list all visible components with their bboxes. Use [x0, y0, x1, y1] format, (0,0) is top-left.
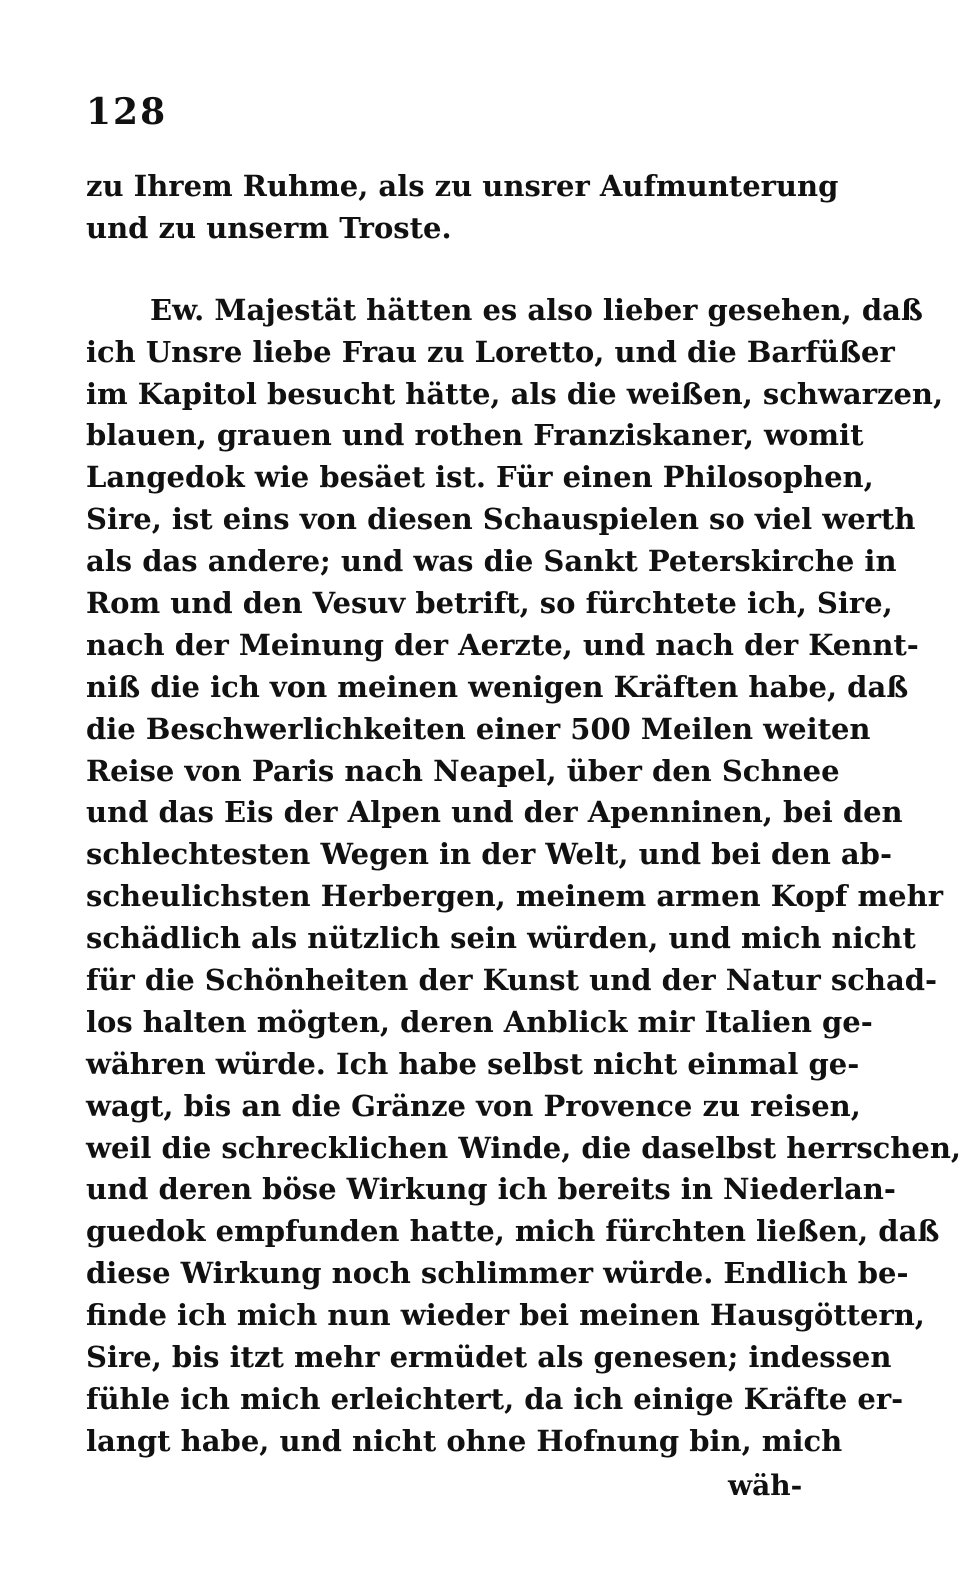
text-line: blauen, grauen und rothen Franziskaner, womit	[86, 418, 864, 453]
paragraph-gap	[86, 250, 811, 290]
text-line: Sire, ist eins von diesen Schauspielen so viel werth	[86, 502, 916, 537]
text-line: die Beschwerlichkeiten einer 500 Meilen weiten	[86, 711, 871, 746]
text-line: Sire, bis itzt mehr ermüdet als genesen; indessen	[86, 1340, 892, 1375]
text-line: guedok empfunden hatte, mich fürchten ließen, daß	[86, 1214, 940, 1249]
text-line: langt habe, und nicht ohne Hofnung bin, mich	[86, 1423, 843, 1458]
text-line: und deren böse Wirkung ich bereits in Niederlan-	[86, 1172, 896, 1207]
text-line: schädlich als nützlich sein würden, und mich nicht	[86, 921, 916, 956]
text-line: Rom und den Vesuv betrift, so fürchtete ich, Sire,	[86, 586, 893, 621]
text-line: zu Ihrem Ruhme, als zu unsrer Aufmunterung	[86, 169, 839, 203]
text-line: los halten mögten, deren Anblick mir Italien ge-	[86, 1004, 873, 1039]
text-line: Langedok wie besäet ist. Für einen Philosophen,	[86, 460, 874, 495]
body-text	[86, 166, 961, 1463]
text-line: niß die ich von meinen wenigen Kräften habe, daß	[86, 669, 909, 704]
text-line: wagt, bis an die Gränze von Provence zu reisen,	[86, 1088, 861, 1123]
text-line: als das andere; und was die Sankt Peterskirche in	[86, 544, 897, 579]
catchword: wäh-	[728, 1469, 803, 1502]
text-line: ich Unsre liebe Frau zu Loretto, und die Barfüßer	[86, 334, 895, 369]
text-line: währen würde. Ich habe selbst nicht einmal ge-	[86, 1046, 860, 1081]
text-line: scheulichsten Herbergen, meinem armen Kopf mehr	[86, 879, 943, 914]
text-line: im Kapitol besucht hätte, als die weißen, schwarzen,	[86, 376, 944, 411]
text-line: schlechtesten Wegen in der Welt, und bei den ab-	[86, 837, 892, 872]
text-line: und zu unserm Troste.	[86, 210, 452, 245]
text-line: weil die schrecklichen Winde, die daselbst herrschen,	[86, 1130, 961, 1165]
text-line: finde ich mich nun wieder bei meinen Hausgöttern,	[86, 1298, 925, 1333]
text-line: nach der Meinung der Aerzte, und nach der Kennt-	[86, 627, 919, 662]
text-line: fühle ich mich erleichtert, da ich einige Kräfte er-	[86, 1381, 904, 1416]
text-line: Reise von Paris nach Neapel, über den Schnee	[86, 753, 840, 788]
text-line: Ew. Majestät hätten es also lieber gesehen, daß	[150, 292, 923, 327]
text-line: und das Eis der Alpen und der Apenninen, bei den	[86, 795, 903, 830]
text-line: diese Wirkung noch schlimmer würde. Endlich be-	[86, 1256, 909, 1291]
text-line: für die Schönheiten der Kunst und der Natur schad-	[86, 963, 938, 998]
page-number: 128	[86, 91, 168, 133]
